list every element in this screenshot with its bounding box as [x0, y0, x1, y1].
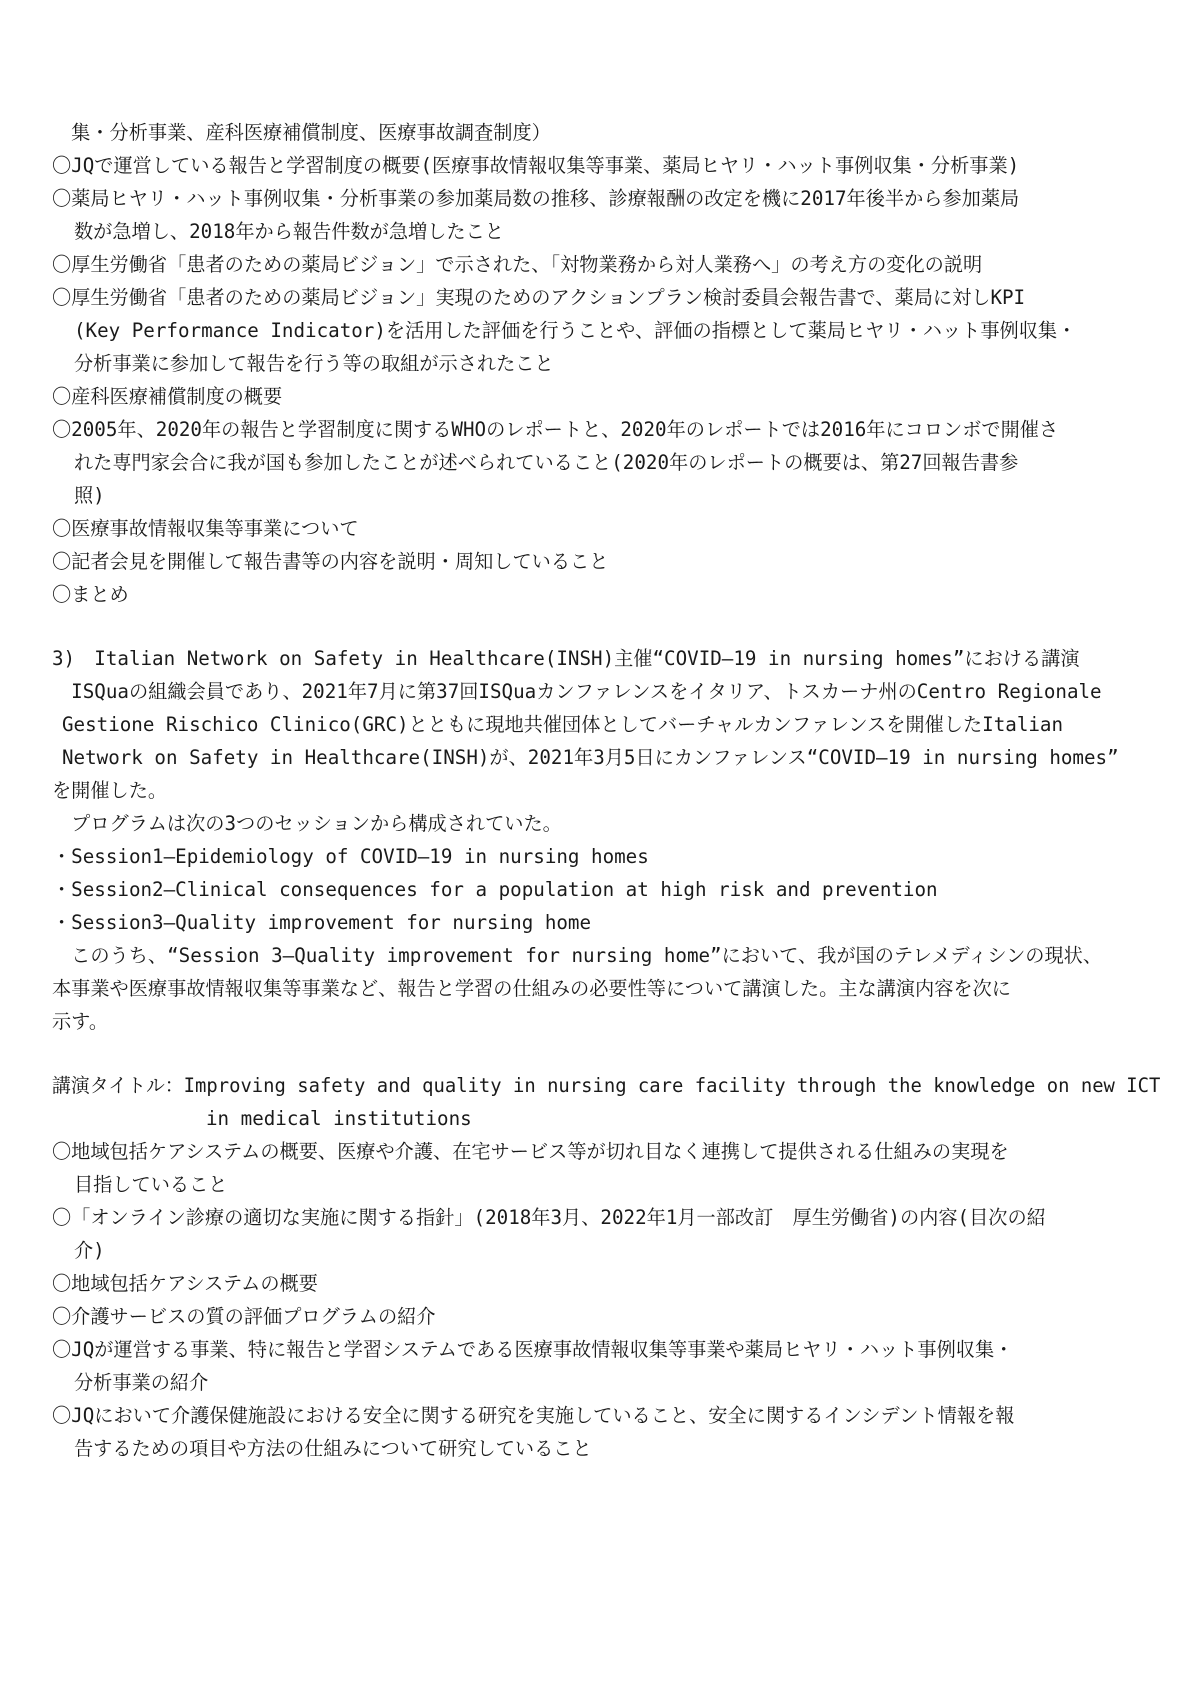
list-item: 〇地域包括ケアシステムの概要、医療や介護、在宅サービス等が切れ目なく連携して提供される仕組みの実現を: [52, 1140, 1009, 1163]
list-item: 〇医療事故情報収集等事業について: [52, 517, 359, 540]
list-item-cont: 分析事業の紹介: [74, 1371, 209, 1394]
section-heading: 3) Italian Network on Safety in Healthcare(INSH)主催“COVID―19 in nursing homes”における講演: [52, 647, 1080, 670]
talk-title-cont: in medical institutions: [206, 1107, 472, 1130]
list-item-cont: 介): [74, 1239, 105, 1262]
list-item: 〇まとめ: [52, 583, 129, 606]
list-item: 〇JQで運営している報告と学習制度の概要(医療事故情報収集等事業、薬局ヒヤリ・ハット事例収集・分析事業): [52, 154, 1020, 177]
list-item: 〇産科医療補償制度の概要: [52, 385, 283, 408]
paragraph-line: Network on Safety in Healthcare(INSH)が、2021年3月5日にカンファレンス“COVID―19 in nursing homes”: [62, 746, 1119, 769]
list-item-cont: 照): [74, 484, 105, 507]
list-item: 〇2005年、2020年の報告と学習制度に関するWHOのレポートと、2020年のレポートでは2016年にコロンボで開催さ: [52, 418, 1059, 441]
list-item-cont: れた専門家会合に我が国も参加したことが述べられていること(2020年のレポートの概要は、第27回報告書参: [74, 451, 1019, 474]
list-item: 〇記者会見を開催して報告書等の内容を説明・周知していること: [52, 550, 609, 573]
list-item-cont: (Key Performance Indicator)を活用した評価を行うことや、評価の指標として薬局ヒヤリ・ハット事例収集・: [74, 319, 1077, 342]
paragraph-line: Gestione Rischico Clinico(GRC)とともに現地共催団体としてバーチャルカンファレンスを開催したItalian: [62, 713, 1064, 736]
list-item: 集・分析事業、産科医療補償制度、医療事故調査制度）: [52, 121, 551, 144]
session-item: ・Session2―Clinical consequences for a population at high risk and prevention: [52, 878, 938, 901]
session-item: ・Session1―Epidemiology of COVID―19 in nursing homes: [52, 845, 649, 868]
paragraph-line: を開催した。: [52, 779, 168, 802]
list-item: 〇JQが運営する事業、特に報告と学習システムである医療事故情報収集等事業や薬局ヒヤリ・ハット事例収集・: [52, 1338, 1014, 1361]
list-item: 〇薬局ヒヤリ・ハット事例収集・分析事業の参加薬局数の推移、診療報酬の改定を機に2017年後半から参加薬局: [52, 187, 1020, 210]
list-item: 〇介護サービスの質の評価プログラムの紹介: [52, 1305, 436, 1328]
list-item: 〇地域包括ケアシステムの概要: [52, 1272, 318, 1295]
list-item-cont: 目指していること: [74, 1173, 228, 1196]
paragraph-line: ISQuaの組織会員であり、2021年7月に第37回ISQuaカンファレンスをイタリア、トスカーナ州のCentro Regionale: [52, 680, 1102, 703]
paragraph-line: 本事業や医療事故情報収集等事業など、報告と学習の仕組みの必要性等について講演した。主な講演内容を次に: [52, 977, 1011, 1000]
list-item: 〇厚生労働省「患者のための薬局ビジョン」実現のためのアクションプラン検討委員会報告書で、薬局に対しKPI: [52, 286, 1026, 309]
paragraph-line: プログラムは次の3つのセッションから構成されていた。: [52, 812, 562, 835]
session-item: ・Session3―Quality improvement for nursing home: [52, 911, 592, 934]
talk-title: 講演タイトル：Improving safety and quality in nursing care facility through the knowledge on new ICT: [52, 1074, 1161, 1097]
list-item-cont: 分析事業に参加して報告を行う等の取組が示されたこと: [74, 352, 554, 375]
paragraph-line: 示す。: [52, 1010, 109, 1033]
list-item: 〇厚生労働省「患者のための薬局ビジョン」で示された、「対物業務から対人業務へ」の考え方の変化の説明: [52, 253, 983, 276]
paragraph-line: このうち、“Session 3―Quality improvement for nursing home”において、我が国のテレメディシンの現状、: [52, 944, 1103, 967]
list-item: 〇JQにおいて介護保健施設における安全に関する研究を実施していること、安全に関するインシデント情報を報: [52, 1404, 1015, 1427]
list-item-cont: 数が急増し、2018年から報告件数が急増したこと: [74, 220, 504, 243]
list-item-cont: 告するための項目や方法の仕組みについて研究していること: [74, 1437, 592, 1460]
list-item: 〇「オンライン診療の適切な実施に関する指針」(2018年3月、2022年1月一部改訂 厚生労働省)の内容(目次の紹: [52, 1206, 1046, 1229]
